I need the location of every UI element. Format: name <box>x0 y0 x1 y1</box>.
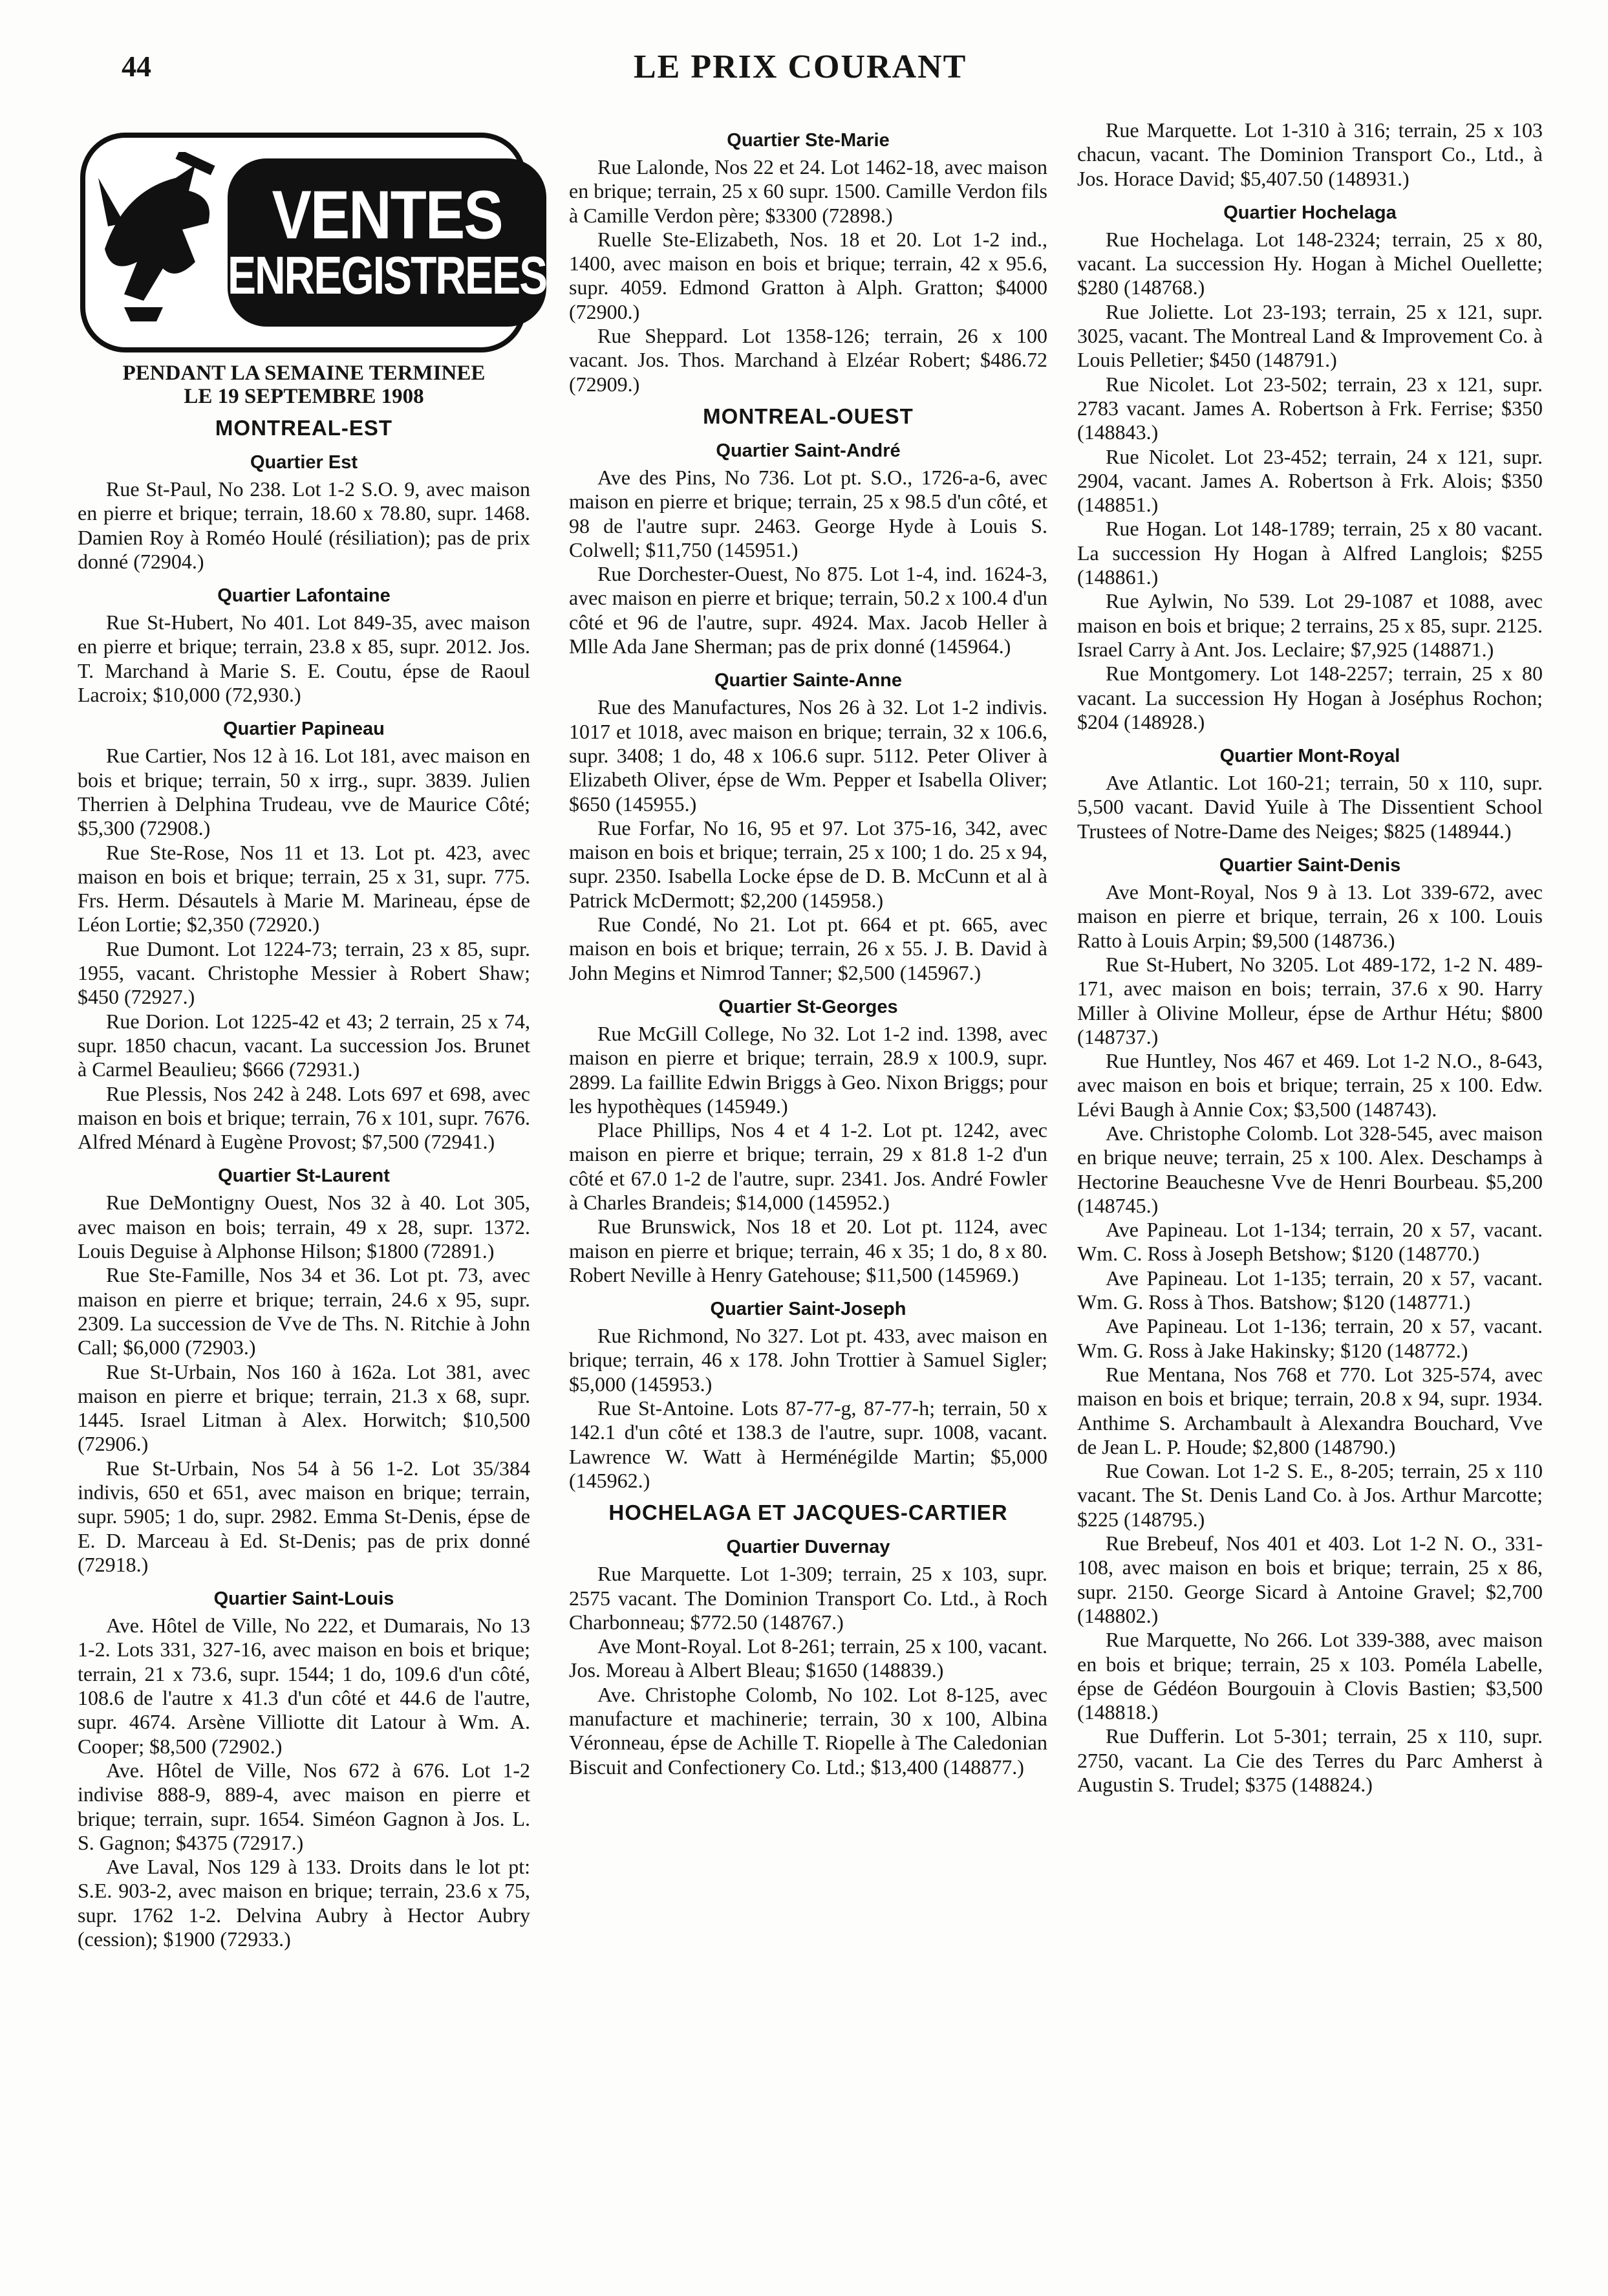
logo-title-frame <box>228 158 546 327</box>
sale-entry: Rue Cowan. Lot 1-2 S. E., 8-205; terrain, 25 x 110 vacant. The St. Denis Land Co. à Jos. Arthur Marcotte; $225 (148795.) <box>1077 1459 1543 1531</box>
sale-entry: Rue Ste-Rose, Nos 11 et 13. Lot pt. 423, avec maison en bois et brique; terrain, 25 x 31, supr. 775. Frs. Herm. Désautels à Marie M. Marineau, épse de Léon Lortie; $2,350 (72920.) <box>78 840 530 937</box>
logo-word-ventes: VENTES <box>272 177 502 254</box>
sale-entry: Rue Dorion. Lot 1225-42 et 43; 2 terrain, 25 x 74, supr. 1850 chacun, vacant. La succession Jos. Brunet à Carmel Beaulieu; $666 (72931.) <box>78 1009 530 1081</box>
sale-entry: Rue Marquette. Lot 1-310 à 316; terrain, 25 x 103 chacun, vacant. The Dominion Transport Co., Ltd., à Jos. Horace David; $5,407.50 (148931.) <box>1077 118 1543 190</box>
page-number: 44 <box>122 50 151 83</box>
sale-entry: Ave Papineau. Lot 1-135; terrain, 20 x 57, vacant. Wm. G. Ross à Thos. Batshow; $120 (148771.) <box>1077 1266 1543 1314</box>
sale-entry: Rue St-Antoine. Lots 87-77-g, 87-77-h; terrain, 50 x 142.1 d'un côté et 138.3 de l'autre, supr. 1008, vacant. Lawrence W. Watt à Herménégilde Martin; $5,000 (145962.) <box>569 1396 1047 1492</box>
sale-entry: Ave Mont-Royal, Nos 9 à 13. Lot 339-672, avec maison en pierre et brique, terrain, 26 x 100. Louis Ratto à Louis Arpin; $9,500 (148736.) <box>1077 880 1543 952</box>
sale-entry: Rue Huntley, Nos 467 et 469. Lot 1-2 N.O., 8-643, avec maison en bois et brique; terrain, 25 x 100. Edw. Lévi Baugh à Annie Cox; $3,500 (148743). <box>1077 1049 1543 1121</box>
sale-entry: Rue St-Paul, No 238. Lot 1-2 S.O. 9, avec maison en pierre et brique; terrain, 18.60 x 78.80, supr. 1468. Damien Roy à Roméo Houlé (résiliation); pas de prix donné (72904.) <box>78 477 530 573</box>
quarter-heading: Quartier Saint-Joseph <box>710 1299 906 1320</box>
logo-word-enregistrees: ENREGISTREES <box>228 244 547 305</box>
sale-entry: Ave Atlantic. Lot 160-21; terrain, 50 x 110, supr. 5,500 vacant. David Yuile à The Dissentient School Trustees of Notre-Dame des Neiges; $825 (148944.) <box>1077 771 1543 843</box>
sale-entry: Rue Plessis, Nos 242 à 248. Lots 697 et 698, avec maison en bois et brique; terrain, 76 x 101, supr. 7676. Alfred Ménard à Eugène Provost; $7,500 (72941.) <box>78 1081 530 1154</box>
sale-entry: Rue Brunswick, Nos 18 et 20. Lot pt. 1124, avec maison en pierre et brique; terrain, 46 x 35; 1 do, 8 x 80. Robert Neville à Henry Gatehouse; $11,500 (145969.) <box>569 1215 1047 1286</box>
sale-entry: Ave. Christophe Colomb, No 102. Lot 8-125, avec manufacture et machinerie; terrain, 30 x 100, Albina Véronneau, épse de Achille T. Riopelle à The Caledonian Biscuit and Confectionery Co. Ltd.; $13,400 (148877.) <box>569 1682 1047 1779</box>
quarter-heading: Quartier Saint-Denis <box>1219 855 1401 876</box>
sale-entry: Rue Aylwin, No 539. Lot 29-1087 et 1088, avec maison en bois et brique; 2 terrains, 25 x 85, supr. 2125. Israel Carry à Ant. Jos. Leclaire; $7,925 (148871.) <box>1077 589 1543 661</box>
quarter-heading: Quartier Sainte-Anne <box>714 670 903 691</box>
sale-entry: Rue Marquette. Lot 1-309; terrain, 25 x 103, supr. 2575 vacant. The Dominion Transport Co. Ltd., à Roch Charbonneau; $772.50 (148767.) <box>569 1562 1047 1634</box>
sale-entry: Rue Condé, No 21. Lot pt. 664 et pt. 665, avec maison en bois et brique; terrain, 26 x 55. J. B. David à John Megins et Nimrod Tanner; $2,500 (145967.) <box>569 913 1047 984</box>
sale-entry: Rue Nicolet. Lot 23-502; terrain, 23 x 121, supr. 2783 vacant. James A. Robertson à Frk. Ferrise; $350 (148843.) <box>1077 372 1543 444</box>
sale-entry: Rue Forfar, No 16, 95 et 97. Lot 375-16, 342, avec maison en bois et brique; terrain, 25 x 100; 1 do. 25 x 94, supr. 2350. Isabella Locke épse de D. B. McCunn et al à Patrick McDermott; $2,200 (145958.) <box>569 816 1047 912</box>
sale-entry: Rue Dumont. Lot 1224-73; terrain, 23 x 85, supr. 1955, vacant. Christophe Messier à Robert Shaw; $450 (72927.) <box>78 937 530 1009</box>
sale-entry: Ave Papineau. Lot 1-134; terrain, 20 x 57, vacant. Wm. C. Ross à Joseph Betshow; $120 (148770.) <box>1077 1218 1543 1266</box>
sale-entry: Ruelle Ste-Elizabeth, Nos. 18 et 20. Lot 1-2 ind., 1400, avec maison en bois et brique; terrain, 42 x 95.6, supr. 4059. Edmond Gratton à Alph. Gratton; $4000 (72900.) <box>569 227 1047 323</box>
quarter-heading: Quartier St-Georges <box>718 996 898 1017</box>
sale-entry: Rue McGill College, No 32. Lot 1-2 ind. 1398, avec maison en pierre et brique; terrain, 28.9 x 100.9, supr. 2899. La faillite Edwin Briggs à Geo. Nixon Briggs; pour les hypothèques (145949.) <box>569 1021 1047 1118</box>
sale-entry: Rue Lalonde, Nos 22 et 24. Lot 1462-18, avec maison en brique; terrain, 25 x 60 supr. 1500. Camille Verdon fils à Camille Verdon père; $3300 (72898.) <box>569 155 1047 227</box>
sale-entry: Rue Joliette. Lot 23-193; terrain, 25 x 121, supr. 3025, vacant. The Montreal Land & Improvement Co. à Louis Pelletier; $450 (148791.) <box>1077 299 1543 372</box>
quarter-heading: Quartier Lafontaine <box>217 585 391 607</box>
region-heading: MONTREAL-EST <box>215 416 393 440</box>
sale-entry: Rue Richmond, No 327. Lot pt. 433, avec maison en brique; terrain, 46 x 178. John Trottier à Samuel Sigler; $5,000 (145953.) <box>569 1324 1047 1396</box>
sale-entry: Rue Hochelaga. Lot 148-2324; terrain, 25 x 80, vacant. La succession Hy. Hogan à Michel Ouellette; $280 (148768.) <box>1077 227 1543 299</box>
region-heading: MONTREAL-OUEST <box>703 404 914 428</box>
sale-entry: Rue Nicolet. Lot 23-452; terrain, 24 x 121, supr. 2904, vacant. James A. Robertson à Frk. Alois; $350 (148851.) <box>1077 444 1543 517</box>
ventes-enregistrees-logo <box>80 133 547 352</box>
quarter-heading: Quartier St-Laurent <box>218 1165 390 1187</box>
quarter-heading: Quartier Saint-Louis <box>213 1588 394 1610</box>
sale-entry: Rue Ste-Famille, Nos 34 et 36. Lot pt. 73, avec maison en pierre et brique; terrain, 24.6 x 95, supr. 2309. La succession de Vve de Ths. N. Ritchie à John Call; $6,000 (72903.) <box>78 1263 530 1359</box>
sale-entry: Ave Laval, Nos 129 à 133. Droits dans le lot pt: S.E. 903-2, avec maison en brique; terrain, 23.6 x 75, supr. 1762 1-2. Delvina Aubry à Hector Aubry (cession); $1900 (72933.) <box>78 1855 530 1951</box>
sale-entry: Ave. Hôtel de Ville, No 222, et Dumarais, No 13 1-2. Lots 331, 327-16, avec maison en bois et brique; terrain, 21 x 73.6, supr. 1544; 1 do, 109.6 d'un côté, 108.6 de l'autre x 41.3 d'un côté et 44.6 de l'autre, supr. 4674. Arsène Villiotte dit Latour à Wm. A. Cooper; $8,500 (72902.) <box>78 1614 530 1758</box>
column-1 <box>78 133 547 1951</box>
sale-entry: Rue Mentana, Nos 768 et 770. Lot 325-574, avec maison en bois et brique; terrain, 20.8 x 94, supr. 1934. Anthime S. Archambault à Alexandra Bouchard, Vve de Jean L. P. Houde; $2,800 (148790.) <box>1077 1362 1543 1458</box>
sale-entry: Rue des Manufactures, Nos 26 à 32. Lot 1-2 indivis. 1017 et 1018, avec maison en brique; terrain, 32 x 106.6, supr. 3408; 1 do, 48 x 106.6 supr. 5112. Peter Oliver à Elizabeth Oliver, épse de Wm. Pepper et Isabella Oliver; $650 (145955.) <box>569 695 1047 816</box>
period-heading <box>78 362 530 408</box>
column-2 <box>569 118 1047 1779</box>
sale-entry: Rue Cartier, Nos 12 à 16. Lot 181, avec maison en bois et brique; terrain, 50 x irrg., supr. 3839. Julien Therrien à Delphina Trudeau, vve de Maurice Côté; $5,300 (72908.) <box>78 744 530 840</box>
sale-entry: Rue Marquette, No 266. Lot 339-388, avec maison en bois et brique; terrain, 25 x 103. Poméla Labelle, épse de Gédéon Bourgouin à Clovis Bastien; $3,500 (148818.) <box>1077 1628 1543 1724</box>
quarter-heading: Quartier Papineau <box>223 719 385 740</box>
sale-entry: Rue Dufferin. Lot 5-301; terrain, 25 x 110, supr. 2750, vacant. La Cie des Terres du Parc Amherst à Augustin S. Trudel; $375 (148824.) <box>1077 1724 1543 1796</box>
running-head: LE PRIX COURANT <box>634 49 967 85</box>
quarter-heading: Quartier Ste-Marie <box>727 130 890 151</box>
sale-entry: Rue Hogan. Lot 148-1789; terrain, 25 x 80 vacant. La succession Hy Hogan à Alfred Langlois; $255 (148861.) <box>1077 517 1543 589</box>
quarter-heading: Quartier Est <box>250 452 358 473</box>
sale-entry: Rue St-Hubert, No 401. Lot 849-35, avec maison en pierre et brique; terrain, 23.8 x 85, supr. 2012. Jos. T. Marchand à Marie S. E. Coutu, épse de Raoul Lacroix; $10,000 (72,930.) <box>78 611 530 707</box>
sale-entry: Rue Brebeuf, Nos 401 et 403. Lot 1-2 N. O., 331-108, avec maison en bois et brique; terrain, 25 x 86, supr. 2150. George Sicard à Antoine Gravel; $2,700 (148802.) <box>1077 1532 1543 1627</box>
sale-entry: Ave des Pins, No 736. Lot pt. S.O., 1726-a-6, avec maison en pierre et brique; terrain, 25 x 98.5 d'un côté, et 98 de l'autre supr. 2463. George Hyde à Louis S. Colwell; $11,750 (145951.) <box>569 465 1047 561</box>
sale-entry: Rue DeMontigny Ouest, Nos 32 à 40. Lot 305, avec maison en bois; terrain, 49 x 28, supr. 1372. Louis Deguise à Alphonse Hilson; $1800 (72891.) <box>78 1191 530 1263</box>
period-line-1: PENDANT LA SEMAINE TERMINEE <box>122 362 486 385</box>
column-3 <box>1077 118 1543 1797</box>
quarter-heading: Quartier Duvernay <box>726 1537 890 1558</box>
quarter-heading: Quartier Hochelaga <box>1223 202 1397 223</box>
sale-entry: Ave. Christophe Colomb. Lot 328-545, avec maison en brique neuve; terrain, 25 x 100. Alex. Deschamps à Hectorine Beauchesne Vve de Henri Bourbeau. $5,200 (148745.) <box>1077 1121 1543 1217</box>
region-heading: HOCHELAGA ET JACQUES-CARTIER <box>608 1500 1008 1525</box>
sale-entry: Ave Mont-Royal. Lot 8-261; terrain, 25 x 100, vacant. Jos. Moreau à Albert Bleau; $1650 (148839.) <box>569 1634 1047 1682</box>
sale-entry: Rue St-Urbain, Nos 160 à 162a. Lot 381, avec maison en pierre et brique; terrain, 21.3 x 68, supr. 1445. Israel Litman à Alex. Horwitch; $10,500 (72906.) <box>78 1359 530 1456</box>
quarter-heading: Quartier Mont-Royal <box>1219 746 1400 767</box>
sale-entry: Rue St-Hubert, No 3205. Lot 489-172, 1-2 N. 489-171, avec maison en bois; terrain, 37.6 x 90. Harry Miller à Olivine Molleur, épse de Arthur Hétu; $800 (148737.) <box>1077 952 1543 1048</box>
sale-entry: Place Phillips, Nos 4 et 4 1-2. Lot pt. 1242, avec maison en pierre et brique; terrain, 29 x 81.8 1-2 d'un côté et 67.0 1-2 de l'autre, supr. 2341. Jos. André Fowler à Charles Brandeis; $14,000 (145952.) <box>569 1118 1047 1214</box>
sale-entry: Rue Dorchester-Ouest, No 875. Lot 1-4, ind. 1624-3, avec maison en pierre et brique; terrain, 50.2 x 100.4 d'un côté et 96 de l'autre, supr. 4924. Max. Jacob Heller à Mlle Ada Jane Sherman; pas de prix donné (145964.) <box>569 562 1047 658</box>
auctioneer-emblem-icon <box>85 146 228 340</box>
sale-entry: Ave Papineau. Lot 1-136; terrain, 20 x 57, vacant. Wm. G. Ross à Jake Hakinsky; $120 (148772.) <box>1077 1314 1543 1362</box>
sale-entry: Rue Sheppard. Lot 1358-126; terrain, 26 x 100 vacant. Jos. Thos. Marchand à Elzéar Robert; $486.72 (72909.) <box>569 324 1047 396</box>
quarter-heading: Quartier Saint-André <box>716 440 901 461</box>
sale-entry: Rue St-Urbain, Nos 54 à 56 1-2. Lot 35/384 indivis, 650 et 651, avec maison en brique; terrain, supr. 5905; 1 do, supr. 2982. Emma St-Denis, épse de E. D. Marceau à Ed. St-Denis; pas de prix donné (72918.) <box>78 1456 530 1576</box>
sale-entry: Ave. Hôtel de Ville, Nos 672 à 676. Lot 1-2 indivise 888-9, 889-4, avec maison en pierre et brique; terrain, supr. 1654. Siméon Gagnon à Jos. L. S. Gagnon; $4375 (72917.) <box>78 1758 530 1854</box>
sale-entry: Rue Montgomery. Lot 148-2257; terrain, 25 x 80 vacant. La succession Hy Hogan à Joséphus Rochon; $204 (148928.) <box>1077 662 1543 733</box>
period-line-2: LE 19 SEPTEMBRE 1908 <box>184 385 424 408</box>
